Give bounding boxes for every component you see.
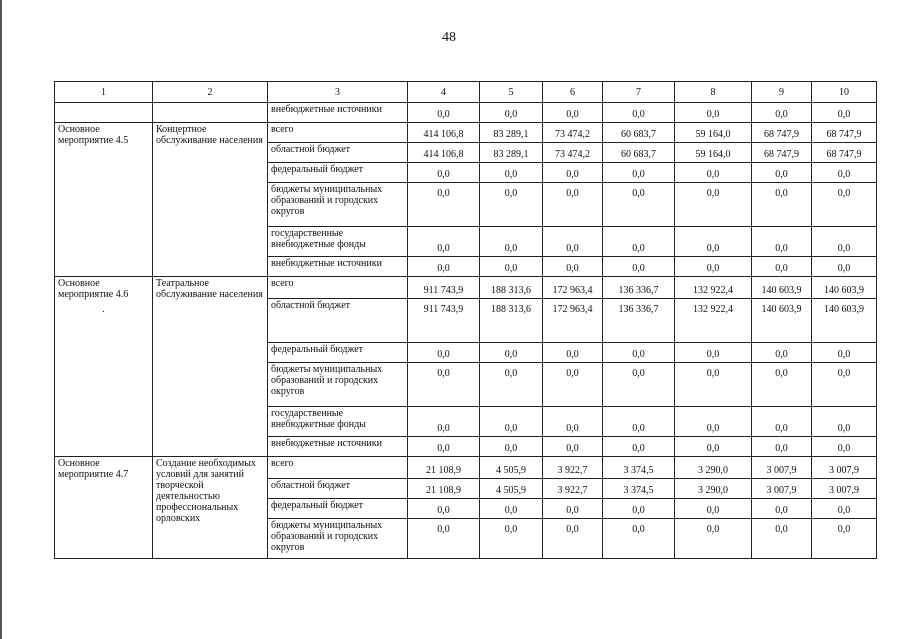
source-cell: федеральный бюджет <box>268 163 408 183</box>
table-row <box>55 277 877 299</box>
value-cell: 140 603,9 <box>752 277 812 299</box>
value-cell: 0,0 <box>675 519 752 559</box>
value-cell: 59 164,0 <box>675 143 752 163</box>
value-cell: 3 374,5 <box>603 457 675 479</box>
value-cell: 0,0 <box>812 407 877 437</box>
value-cell: 3 922,7 <box>543 457 603 479</box>
header-cell: 2 <box>153 82 268 103</box>
header-cell: 9 <box>752 82 812 103</box>
value-cell: 0,0 <box>480 163 543 183</box>
value-cell: 0,0 <box>480 519 543 559</box>
value-cell: 0,0 <box>543 343 603 363</box>
value-cell: 0,0 <box>752 227 812 257</box>
value-cell: 0,0 <box>408 407 480 437</box>
value-cell: 0,0 <box>408 227 480 257</box>
value-cell: 0,0 <box>603 227 675 257</box>
value-cell: 0,0 <box>543 103 603 123</box>
header-row <box>55 82 877 103</box>
value-cell: 3 007,9 <box>812 457 877 479</box>
source-cell: внебюджетные источники <box>268 437 408 457</box>
value-cell: 140 603,9 <box>812 299 877 343</box>
header-cell: 6 <box>543 82 603 103</box>
value-cell: 0,0 <box>675 363 752 407</box>
value-cell: 0,0 <box>603 499 675 519</box>
value-cell: 188 313,6 <box>480 299 543 343</box>
value-cell: 0,0 <box>408 343 480 363</box>
value-cell: 0,0 <box>603 163 675 183</box>
budget-table <box>54 81 877 559</box>
value-cell: 0,0 <box>603 407 675 437</box>
value-cell: 0,0 <box>408 103 480 123</box>
value-cell: 0,0 <box>480 407 543 437</box>
value-cell: 140 603,9 <box>812 277 877 299</box>
value-cell: 0,0 <box>752 519 812 559</box>
source-cell: внебюджетные источники <box>268 257 408 277</box>
value-cell: 0,0 <box>543 519 603 559</box>
value-cell: 0,0 <box>543 183 603 227</box>
source-cell: федеральный бюджет <box>268 343 408 363</box>
page-left-border <box>0 0 2 639</box>
value-cell: 0,0 <box>752 183 812 227</box>
value-cell: 0,0 <box>603 183 675 227</box>
value-cell: 0,0 <box>408 163 480 183</box>
value-cell: 0,0 <box>812 519 877 559</box>
header-cell: 5 <box>480 82 543 103</box>
value-cell: 0,0 <box>480 363 543 407</box>
value-cell: 4 505,9 <box>480 457 543 479</box>
value-cell: 414 106,8 <box>408 123 480 143</box>
event-cell: Основное мероприятие 4.5 <box>55 123 153 277</box>
value-cell: 73 474,2 <box>543 123 603 143</box>
value-cell: 0,0 <box>675 343 752 363</box>
value-cell: 188 313,6 <box>480 277 543 299</box>
value-cell: 0,0 <box>812 183 877 227</box>
value-cell: 83 289,1 <box>480 123 543 143</box>
event-name-cell: Театральное обслуживание населения <box>153 277 268 457</box>
value-cell: 0,0 <box>603 363 675 407</box>
value-cell: 0,0 <box>543 437 603 457</box>
value-cell: 0,0 <box>408 519 480 559</box>
value-cell: 4 505,9 <box>480 479 543 499</box>
value-cell: 59 164,0 <box>675 123 752 143</box>
value-cell: 172 963,4 <box>543 277 603 299</box>
value-cell: 21 108,9 <box>408 479 480 499</box>
value-cell: 68 747,9 <box>812 123 877 143</box>
value-cell: 21 108,9 <box>408 457 480 479</box>
source-cell: государственные внебюджетные фонды <box>268 227 408 257</box>
source-cell: областной бюджет <box>268 479 408 499</box>
value-cell: 3 007,9 <box>812 479 877 499</box>
value-cell: 0,0 <box>480 183 543 227</box>
table-row <box>55 457 877 479</box>
value-cell: 0,0 <box>675 437 752 457</box>
value-cell: 83 289,1 <box>480 143 543 163</box>
value-cell: 0,0 <box>408 257 480 277</box>
value-cell: 0,0 <box>480 437 543 457</box>
source-cell: всего <box>268 277 408 299</box>
header-cell: 4 <box>408 82 480 103</box>
value-cell: 3 922,7 <box>543 479 603 499</box>
value-cell: 68 747,9 <box>812 143 877 163</box>
source-cell: федеральный бюджет <box>268 499 408 519</box>
event-name-cell: Создание необходимых условий для занятий творческой деятельностью профессиональных орловских <box>153 457 268 559</box>
value-cell: 172 963,4 <box>543 299 603 343</box>
value-cell: 0,0 <box>480 103 543 123</box>
table-row <box>55 103 877 123</box>
value-cell: 0,0 <box>408 437 480 457</box>
value-cell: 73 474,2 <box>543 143 603 163</box>
source-cell: бюджеты муниципальных образований и городских округов <box>268 183 408 227</box>
value-cell: 0,0 <box>675 407 752 437</box>
value-cell: 0,0 <box>675 227 752 257</box>
value-cell: 0,0 <box>603 343 675 363</box>
value-cell: 132 922,4 <box>675 277 752 299</box>
value-cell: 3 007,9 <box>752 479 812 499</box>
source-cell: государственные внебюджетные фонды <box>268 407 408 437</box>
value-cell: 0,0 <box>812 437 877 457</box>
value-cell: 0,0 <box>752 103 812 123</box>
value-cell: 0,0 <box>752 437 812 457</box>
event-label: Основное мероприятие 4.6 <box>58 278 129 300</box>
value-cell: 0,0 <box>480 499 543 519</box>
value-cell: 140 603,9 <box>752 299 812 343</box>
value-cell: 0,0 <box>812 499 877 519</box>
value-cell: 3 374,5 <box>603 479 675 499</box>
value-cell: 0,0 <box>408 499 480 519</box>
value-cell: 0,0 <box>812 227 877 257</box>
source-cell: бюджеты муниципальных образований и городских округов <box>268 363 408 407</box>
value-cell: 132 922,4 <box>675 299 752 343</box>
value-cell: 0,0 <box>543 363 603 407</box>
value-cell: 3 007,9 <box>752 457 812 479</box>
value-cell: 0,0 <box>603 257 675 277</box>
value-cell: 0,0 <box>812 257 877 277</box>
value-cell: 136 336,7 <box>603 299 675 343</box>
value-cell: 0,0 <box>675 183 752 227</box>
value-cell: 0,0 <box>752 343 812 363</box>
value-cell: 60 683,7 <box>603 143 675 163</box>
source-cell: всего <box>268 457 408 479</box>
value-cell: 0,0 <box>543 499 603 519</box>
value-cell: 0,0 <box>752 363 812 407</box>
value-cell: 0,0 <box>480 343 543 363</box>
value-cell: 0,0 <box>675 257 752 277</box>
value-cell: 0,0 <box>408 363 480 407</box>
event-cell: Основное мероприятие 4.7 <box>55 457 153 559</box>
value-cell: 0,0 <box>543 257 603 277</box>
value-cell: 911 743,9 <box>408 299 480 343</box>
value-cell: 68 747,9 <box>752 123 812 143</box>
source-cell: областной бюджет <box>268 299 408 343</box>
name-cell-empty <box>153 103 268 123</box>
value-cell: 0,0 <box>480 227 543 257</box>
value-cell: 136 336,7 <box>603 277 675 299</box>
value-cell: 911 743,9 <box>408 277 480 299</box>
value-cell: 60 683,7 <box>603 123 675 143</box>
source-cell: бюджеты муниципальных образований и городских округов <box>268 519 408 559</box>
source-cell: всего <box>268 123 408 143</box>
event-name-cell: Концертное обслуживание населения <box>153 123 268 277</box>
header-cell: 7 <box>603 82 675 103</box>
event-cell <box>55 277 153 457</box>
value-cell: 0,0 <box>543 227 603 257</box>
value-cell: 414 106,8 <box>408 143 480 163</box>
event-cell-empty <box>55 103 153 123</box>
source-cell: внебюджетные источники <box>268 103 408 123</box>
table-row <box>55 123 877 143</box>
value-cell: 3 290,0 <box>675 457 752 479</box>
value-cell: 0,0 <box>408 183 480 227</box>
value-cell: 0,0 <box>603 437 675 457</box>
value-cell: 0,0 <box>543 407 603 437</box>
value-cell: 0,0 <box>543 163 603 183</box>
value-cell: 68 747,9 <box>752 143 812 163</box>
page-number: 48 <box>442 30 456 45</box>
value-cell: 0,0 <box>675 499 752 519</box>
value-cell: 0,0 <box>603 103 675 123</box>
value-cell: 0,0 <box>675 103 752 123</box>
value-cell: 0,0 <box>812 343 877 363</box>
value-cell: 0,0 <box>812 363 877 407</box>
value-cell: 0,0 <box>675 163 752 183</box>
header-cell: 8 <box>675 82 752 103</box>
stray-mark: . <box>102 304 105 315</box>
header-cell: 1 <box>55 82 153 103</box>
value-cell: 0,0 <box>752 163 812 183</box>
value-cell: 3 290,0 <box>675 479 752 499</box>
source-cell: областной бюджет <box>268 143 408 163</box>
value-cell: 0,0 <box>812 163 877 183</box>
header-cell: 3 <box>268 82 408 103</box>
value-cell: 0,0 <box>752 257 812 277</box>
value-cell: 0,0 <box>752 407 812 437</box>
value-cell: 0,0 <box>603 519 675 559</box>
value-cell: 0,0 <box>812 103 877 123</box>
value-cell: 0,0 <box>752 499 812 519</box>
value-cell: 0,0 <box>480 257 543 277</box>
header-cell: 10 <box>812 82 877 103</box>
